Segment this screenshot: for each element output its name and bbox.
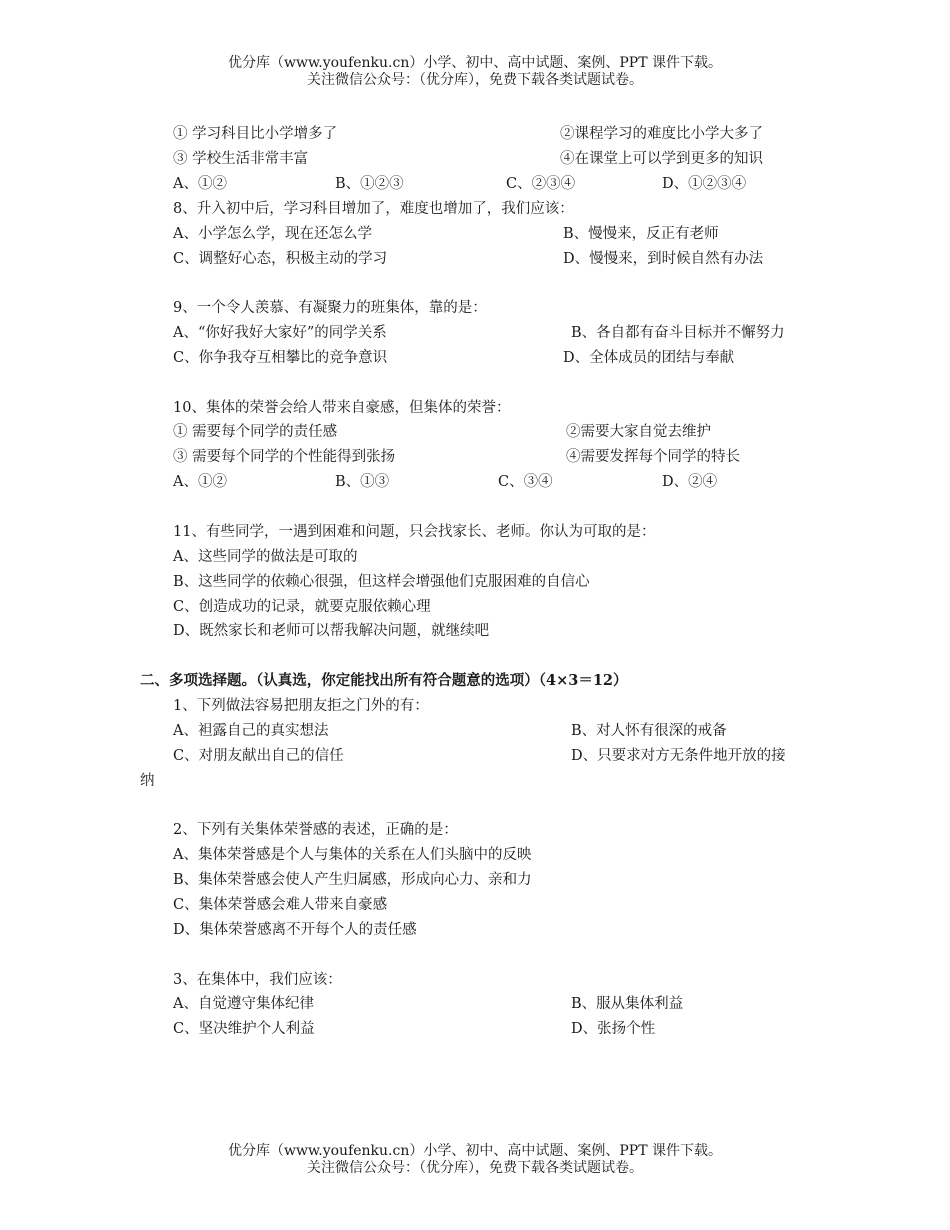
m3-option-c: C、坚决维护个人利益 <box>173 1021 315 1037</box>
m3-option-a: A、自觉遵守集体纪律 <box>173 996 314 1012</box>
q9-stem: 9、一个令人羡慕、有凝聚力的班集体，靠的是： <box>173 300 487 316</box>
section-2-title: 二、多项选择题。（认真选，你定能找出所有符合题意的选项）（4×3＝12） <box>140 672 628 689</box>
q10-statement-1: ① 需要每个同学的责任感 <box>173 424 338 440</box>
q7-option-b: B、①②③ <box>335 176 404 192</box>
q11-option-d: D、既然家长和老师可以帮我解决问题，就继续吧 <box>173 623 490 639</box>
q10-statement-3: ③ 需要每个同学的个性能得到张扬 <box>173 449 396 465</box>
q7-statement-2: ②课程学习的难度比小学大多了 <box>560 126 763 142</box>
q10-statement-2: ②需要大家自觉去维护 <box>566 424 711 440</box>
q8-option-a: A、小学怎么学，现在还怎么学 <box>173 226 372 242</box>
q11-option-c: C、创造成功的记录，就要克服依赖心理 <box>173 599 431 615</box>
q10-option-d: D、②④ <box>662 474 718 490</box>
q9-option-c: C、你争我夺互相攀比的竞争意识 <box>173 350 388 366</box>
header-line-2: 关注微信公众号：（优分库），免费下载各类试题试卷。 <box>307 72 643 88</box>
q7-statement-3: ③ 学校生活非常丰富 <box>173 151 309 167</box>
q11-stem: 11、有些同学，一遇到困难和问题，只会找家长、老师。你认为可取的是： <box>173 524 656 540</box>
q7-option-a: A、①② <box>173 176 227 192</box>
q11-option-a: A、这些同学的做法是可取的 <box>173 549 358 565</box>
m1-option-c: C、对朋友献出自己的信任 <box>173 748 344 764</box>
q10-option-a: A、①② <box>173 474 227 490</box>
q7-statement-1: ① 学习科目比小学增多了 <box>173 126 338 142</box>
q9-option-d: D、全体成员的团结与奉献 <box>563 350 735 366</box>
m3-stem: 3、在集体中，我们应该： <box>173 972 342 988</box>
q10-option-b: B、①③ <box>335 474 390 490</box>
m3-option-d: D、张扬个性 <box>571 1021 656 1037</box>
m2-option-c: C、集体荣誉感会难人带来自豪感 <box>173 897 388 913</box>
m2-option-b: B、集体荣誉感会使人产生归属感，形成向心力、亲和力 <box>173 872 532 888</box>
m1-option-d: D、只要求对方无条件地开放的接 <box>571 748 786 764</box>
q10-statement-4: ④需要发挥每个同学的特长 <box>566 449 740 465</box>
m1-option-b: B、对人怀有很深的戒备 <box>571 723 727 739</box>
q10-stem: 10、集体的荣誉会给人带来自豪感，但集体的荣誉： <box>173 400 511 416</box>
footer-line-1: 优分库（www.youfenku.cn）小学、初中、高中试题、案例、PPT 课件下载。 <box>227 1143 722 1159</box>
m2-option-a: A、集体荣誉感是个人与集体的关系在人们头脑中的反映 <box>173 847 532 863</box>
q10-option-c: C、③④ <box>498 474 553 490</box>
q7-option-c: C、②③④ <box>506 176 576 192</box>
m1-option-d-continuation: 纳 <box>140 773 155 789</box>
page-footer <box>0 1143 950 1177</box>
q8-stem: 8、升入初中后，学习科目增加了，难度也增加了，我们应该： <box>173 201 574 217</box>
q9-option-a: A、“你好我好大家好”的同学关系 <box>173 325 387 341</box>
page-header <box>0 55 950 89</box>
m2-option-d: D、集体荣誉感离不开每个人的责任感 <box>173 922 417 938</box>
q8-option-b: B、慢慢来，反正有老师 <box>563 226 719 242</box>
q8-option-c: C、调整好心态，积极主动的学习 <box>173 251 388 267</box>
m1-option-a: A、袒露自己的真实想法 <box>173 723 329 739</box>
header-line-1: 优分库（www.youfenku.cn）小学、初中、高中试题、案例、PPT 课件下载。 <box>227 55 722 71</box>
q9-option-b: B、各自都有奋斗目标并不懈努力 <box>571 325 785 341</box>
q7-option-d: D、①②③④ <box>662 176 747 192</box>
q8-option-d: D、慢慢来，到时候自然有办法 <box>563 251 764 267</box>
m3-option-b: B、服从集体利益 <box>571 996 684 1012</box>
m2-stem: 2、下列有关集体荣誉感的表述，正确的是： <box>173 822 458 838</box>
m1-stem: 1、下列做法容易把朋友拒之门外的有： <box>173 698 429 714</box>
q11-option-b: B、这些同学的依赖心很强，但这样会增强他们克服困难的自信心 <box>173 574 590 590</box>
q7-statement-4: ④在课堂上可以学到更多的知识 <box>560 151 763 167</box>
footer-line-2: 关注微信公众号：（优分库），免费下载各类试题试卷。 <box>307 1160 643 1176</box>
